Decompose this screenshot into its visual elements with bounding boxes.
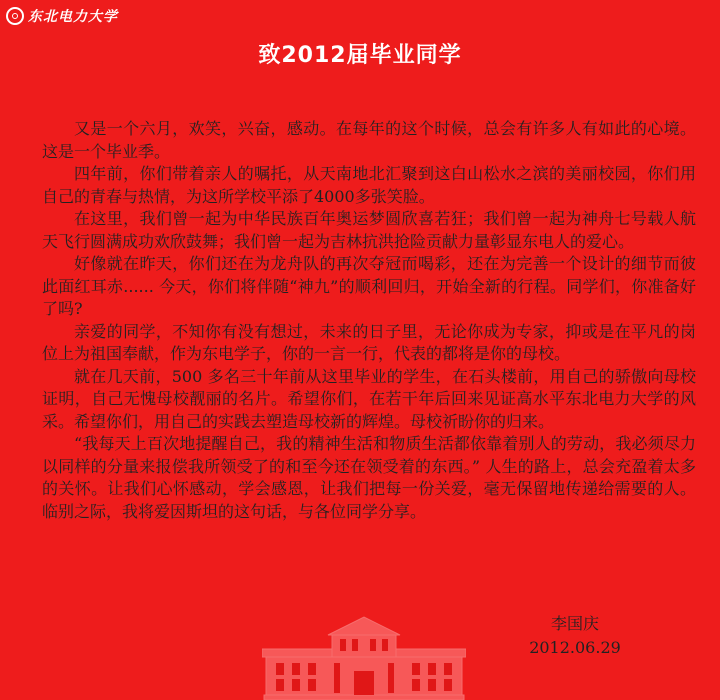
university-name: 东北电力大学 (28, 9, 118, 25)
letter-paragraph: 又是一个六月，欢笑，兴奋，感动。在每年的这个时候，总会有许多人有如此的心境。这是一个毕业季。 (42, 119, 696, 161)
university-seal-icon (6, 7, 24, 25)
university-logo (6, 6, 118, 26)
letter-paragraph: 在这里，我们曾一起为中华民族百年奥运梦圆欣喜若狂；我们曾一起为神舟七号载人航天飞行圆满成功欢欣鼓舞；我们曾一起为吉林抗洪抢险贡献力量彰显东电人的爱心。 (42, 209, 696, 251)
signature-date: 2012.06.29 (529, 638, 621, 657)
letter-paragraph: 亲爱的同学，不知你有没有想过，未来的日子里，无论你成为专家，抑或是在平凡的岗位上为祖国奉献，作为东电学子，你的一言一行，代表的都将是你的母校。 (42, 321, 696, 363)
signature-name: 李国庆 (550, 614, 599, 633)
letter-body (42, 118, 696, 523)
letter-paragraph: 就在几天前，500 多名三十年前从这里毕业的学生，在石头楼前，用自己的骄傲向母校证明，自己无愧母校靓丽的名片。希望你们，在若干年后回来见证高水平东北电力大学的风采。希望你们，用自己的实践去塑造母校新的辉煌。母校祈盼你的归来。 (42, 366, 696, 431)
letter-paragraph: 四年前，你们带着亲人的嘱托，从天南地北汇聚到这白山松水之滨的美丽校园，你们用自己的青春与热情，为这所学校平添了4000多张笑脸。 (42, 164, 696, 206)
campus-building-icon (262, 615, 466, 700)
letter-paragraph: “我每天上百次地提醒自己，我的精神生活和物质生活都依靠着别人的劳动，我必须尽力以同样的分量来报偿我所领受了的和至今还在领受着的东西。” 人生的路上，总会充盈着太多的关怀。让我们心怀感动，学会感恩，让我们把每一份关爱，毫无保留地传递给需要的人。临别之际，我将爱因斯坦的这句话，与各位同学分享。 (42, 434, 696, 521)
letter-paragraph: 好像就在昨天，你们还在为龙舟队的再次夺冠而喝彩，还在为完善一个设计的细节而彼此面红耳赤...... 今天，你们将伴随“神九”的顺利回归，开始全新的行程。同学们，你准备好了吗? (42, 254, 696, 318)
letter-title: 致2012届毕业同学 (258, 43, 462, 68)
signature-block (520, 612, 630, 660)
